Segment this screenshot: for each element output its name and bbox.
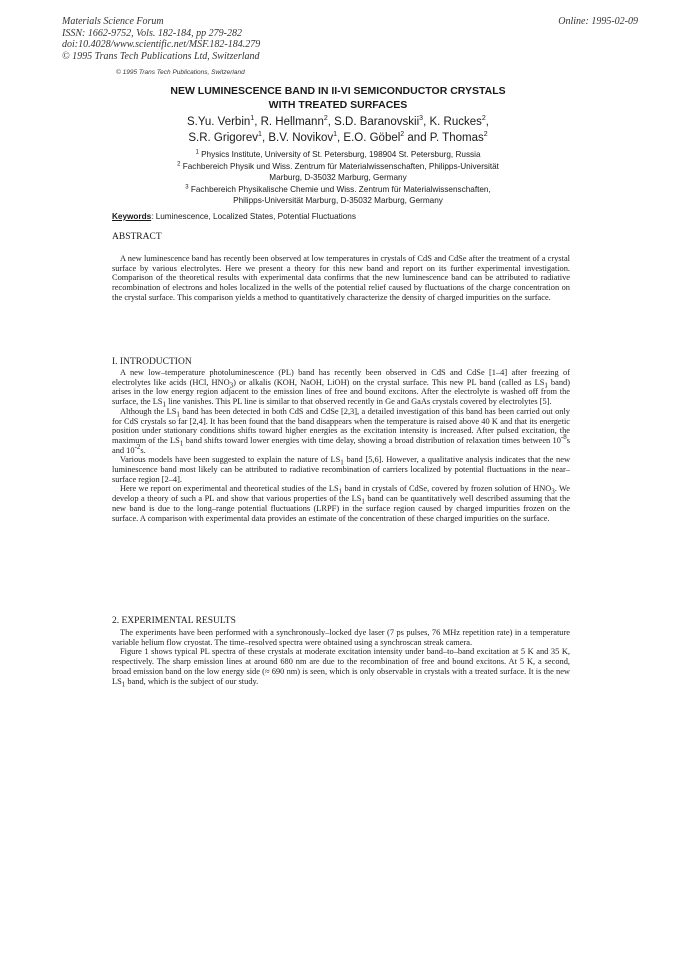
title-line-1: NEW LUMINESCENCE BAND IN II-VI SEMICONDUCTOR CRYSTALS [170,85,506,97]
text-run: Figure 1 shows typical PL spectra of these crystals at moderate excitation intensity under band–to–band excitation at 5 K and 35 K, respectively. The sharp emission lines at around 680 nm are due to the recombination of free and bound excitons. At 5 K, a second, broad emission band on the low energy side (≈ 690 nm) is seen, which is only observable in crystals with a treated surface. It is the new LS [112,647,570,686]
author-and: and [407,132,427,144]
intro-body [112,368,570,523]
author-affil: 2 [400,131,405,139]
author-name: S.Yu. Verbin [186,116,251,128]
affiliations [70,149,606,207]
author-affil: 2 [323,115,328,123]
intro-paragraph-1 [112,368,570,407]
experimental-paragraph-2 [112,647,570,689]
affiliation-2-cont: Marburg, D-35032 Marburg, Germany [269,173,407,182]
authors-line-1: S.Yu. Verbin$^1$, R. Hellmann$^2$, S.D. Baranovskii$^3$, K. Ruckes$^2$, [186,115,489,128]
author-list [90,114,586,146]
text-run: band) arises in the low energy region adjacent to the emission lines of free and bound excitons. After the electrolyte is washed off from the surface, the LS [112,377,570,407]
paper-title [90,84,586,112]
copyright-small: © 1995 Trans Tech Publications, Switzerland [116,69,245,76]
text-run: band [5,6]. However, a qualitative analysis indicates that the new luminescence band most likely can be attributed to radiative recombination of carriers localized by potential fluctuations in the near–surface region [2–4]. [112,455,570,484]
experimental-body [112,628,570,689]
affiliation-text: Physics Institute, University of St. Petersburg, 198904 St. Petersburg, Russia [201,150,481,159]
affiliation-1 [70,149,606,161]
subscript: 1 [338,488,343,497]
subscript: 3 [551,488,555,497]
author-affil: 3 [419,115,424,123]
title-line-2: WITH TREATED SURFACES [268,99,408,111]
text-run: line vanishes. This PL line is similar to that observed recently in Ge and GaAs crystals covered by electrolytes [5]. [165,397,552,407]
doi-line: doi:10.4028/www.scientific.net/MSF.182-184.279 [62,39,261,50]
keywords [112,212,356,221]
text-run: Various models have been suggested to explain the nature of LS [120,455,341,465]
text-run: band shifts toward lower energies with time delay, showing a broad distribution of relaxation times between 10 [183,435,561,445]
affiliation-text: Fachbereich Physikalische Chemie und Wiss. Zentrum für Materialwissenschaften, [190,184,491,194]
text-run: . We develop a theory of such a PL and show that various properties of the LS [112,484,570,504]
subscript: 1 [162,400,166,409]
keywords-text: : Luminescence, Localized States, Potential Fluctuations [151,212,356,221]
abstract-text: A new luminescence band has recently been observed at low temperatures in crystals of CdS and CdSe after the treatment of a crystal surface by various electrolytes. Here we present a theory for this new band and report on its further experimental investigation. Comparison of the theoretical results with experimental data confirms that the new luminescence band can be attributed to radiative recombination of electrons and holes localized in the wells of the potential relief caused by fluctuations of the charge concentration on the crystal surface. This comparison yields a method to quantitatively characterize the density of charged impurities on the surface. [112,254,570,302]
author-name: E.O. Göbel [343,132,401,144]
affiliation-3 [70,184,606,196]
text-run: band, which is the subject of our study. [125,676,259,686]
affiliation-number: 2 [177,160,181,167]
author-affil: 2 [483,131,488,139]
text-run: band in crystals of CdSe, covered by frozen solution of HNO [342,484,552,494]
intro-paragraph-3 [112,455,570,484]
abstract-heading: ABSTRACT [112,232,162,242]
keywords-label: Keywords [112,212,152,221]
intro-paragraph-4 [112,484,570,523]
text-run: A new low–temperature photoluminescence (PL) band has recently been observed in CdS and CdSe [1–4] after freezing of electrolytes like acids (HCl, HNO [112,368,570,387]
text-run: s and 10 [112,435,570,455]
subscript: 1 [176,410,180,419]
author-affil: 1 [333,131,338,139]
copyright-line: © 1995 Trans Tech Publications Ltd, Switzerland [62,50,260,62]
subscript: 1 [179,439,184,448]
experimental-heading: 2. EXPERIMENTAL RESULTS [112,616,236,626]
affiliation-text: Fachbereich Physik und Wiss. Zentrum für Materialwissenschaften, Philipps-Universität [182,161,499,171]
author-name: S.R. Grigorev [188,132,259,144]
author-name: P. Thomas [429,132,484,144]
affiliation-3-cont: Philipps-Universität Marburg, D-35032 Marburg, Germany [233,196,443,205]
affiliation-number: 1 [195,149,199,156]
superscript: -8 [560,433,567,442]
subscript: 1 [361,497,365,506]
author-affil: 2 [481,115,486,123]
subscript: 1 [544,381,548,390]
author-name: S.D. Baranovskii [334,116,420,128]
experimental-paragraph-1: The experiments have been performed with a synchronously–locked dye laser (7 ps pulses, 76 MHz repetition rate) in a temperature variable helium flow cryostat. The time–resolved spectra were obtained using a synchroscan streak camera. [112,628,570,647]
abstract-body [112,254,570,303]
superscript: -2 [134,442,141,451]
author-affil: 1 [258,131,262,139]
text-run: band has been detected in both CdS and CdSe [2,3], a detailed investigation of this band has been carried out only for CdS crystals so far [2,4]. It has been found that the band disappears when the temperature is raised above 40 K and that its energetic position under stationary conditions shifts toward higher energies as the excitation intensity is increased. After pulsed excitation, the maximum of the LS [112,406,570,445]
text-run: ) or alkalis (KOH, NaOH, LiOH) on the crystal surface. This new PL band (called as LS [233,377,545,387]
author-name: R. Hellmann [260,116,324,128]
author-affil: 1 [250,115,255,123]
publication-info [62,16,260,62]
text-run: Although the LS [120,406,177,416]
subscript: 1 [121,680,126,689]
text-run: band can be quantitatively well described assuming that the new band is due to the long–range potential fluctuations (LRPF) in the surface region caused by charged impurities frozen on the surface. A comparison with experimental data provides an estimate of the concentration of these charged impurities on the surface. [112,494,571,523]
intro-heading: I. INTRODUCTION [112,357,192,367]
affiliation-2 [70,161,606,173]
subscript: 3 [229,381,234,390]
author-name: B.V. Novikov [268,132,334,144]
journal-name: Materials Science Forum [62,16,164,27]
intro-paragraph-2 [112,407,570,456]
online-date: Online: 1995-02-09 [558,16,638,27]
text-run: Here we report on experimental and theoretical studies of the LS [120,484,339,494]
author-name: K. Ruckes [429,116,482,128]
authors-line-2: S.R. Grigorev$^1$, B.V. Novikov$^1$, E.O. Göbel$^2$ and P. Thomas$^2$ [188,131,488,144]
text-run: s. [140,445,146,455]
affiliation-number: 3 [185,183,189,190]
subscript: 1 [340,459,344,467]
issn-line: ISSN: 1662-9752, Vols. 182-184, pp 279-282 [62,27,242,39]
